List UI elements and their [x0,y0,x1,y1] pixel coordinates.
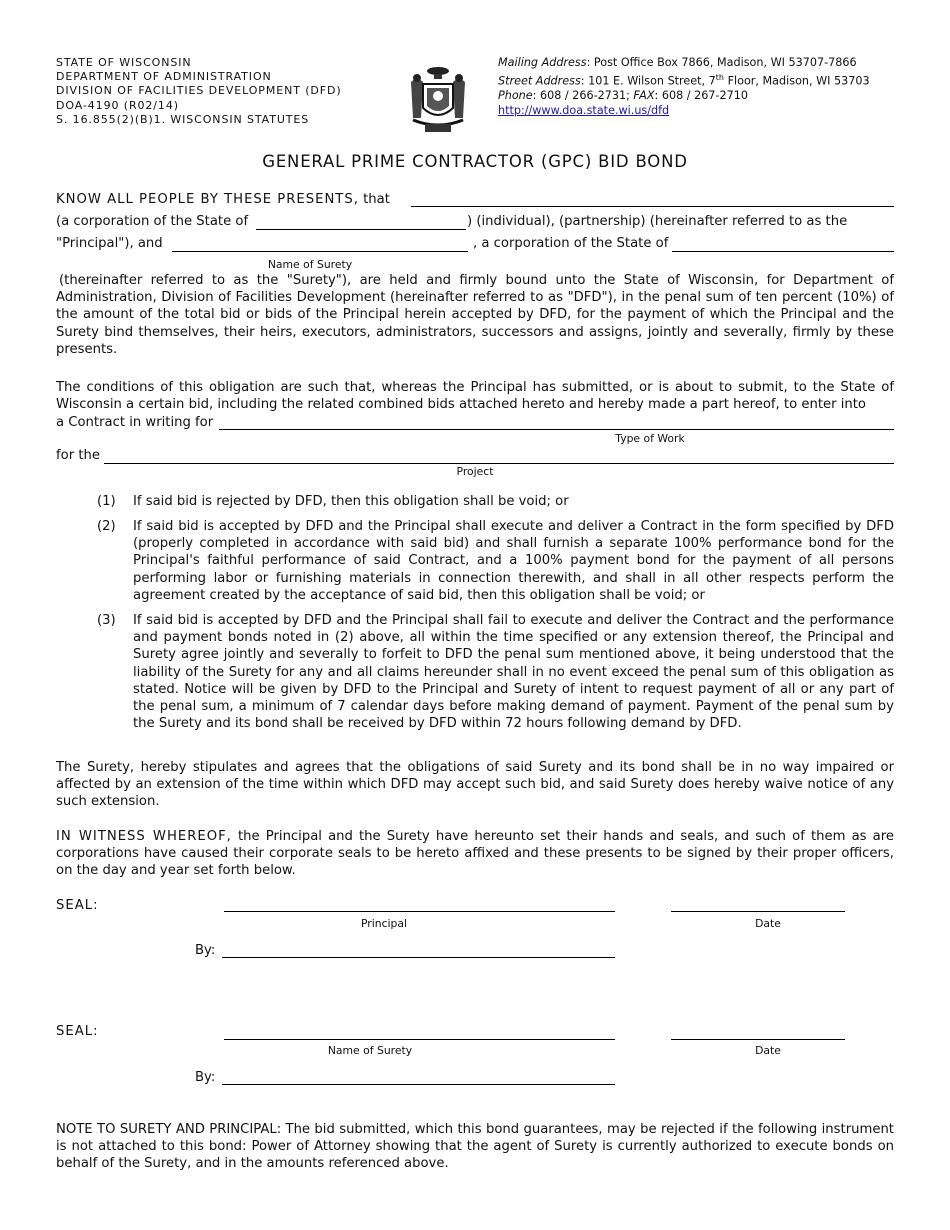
street-address: Street Address: 101 E. Wilson Street, 7th Floor, Madison, WI 53703 [498,72,870,88]
agency-header [56,56,342,127]
witness-paragraph: IN WITNESS WHEREOF, the Principal and the Surety have hereunto set their hands and seals, and such of them as are corporations have caused their corporate seals to be hereto affixed and these presents to be signed by their proper officers, on the day and year set forth below. [56,829,894,879]
principal-date-field[interactable] [671,911,845,912]
website-link[interactable]: http://www.doa.state.wi.us/dfd [498,104,670,118]
header-division: DIVISION OF FACILITIES DEVELOPMENT (DFD) [56,84,342,98]
know-all-label: KNOW ALL PEOPLE BY THESE PRESENTS, that [56,192,390,207]
name-of-surety-caption: Name of Surety [267,258,353,271]
surety-state-field[interactable] [672,251,894,252]
principal-caption: Principal [360,917,407,930]
surety-signature-field[interactable] [224,1039,615,1040]
contact-block [498,56,870,119]
surety-by-field[interactable] [222,1084,615,1085]
corp-of-state-label: (a corporation of the State of [56,214,249,229]
surety-caption: Name of Surety [327,1044,413,1057]
header-state: STATE OF WISCONSIN [56,56,192,69]
wisconsin-seal-icon [401,62,475,136]
principal-state-field[interactable] [256,229,466,230]
type-of-work-caption: Type of Work [615,432,685,445]
surety-name-field[interactable] [172,251,468,252]
principal-by-field[interactable] [222,957,615,958]
principal-date-caption: Date [755,917,781,930]
condition-1-number: (1) [97,494,116,509]
type-of-work-field[interactable] [219,429,894,430]
project-field[interactable] [104,463,894,464]
seal-label-surety: SEAL: [56,1024,99,1039]
surety-waiver-paragraph: The Surety, hereby stipulates and agrees that the obligations of said Surety and its bond shall be in no way impaired or affected by an extension of the time within which DFD may accept such bid, and said Surety does hereby waive notice of any such extension. [56,760,894,810]
condition-3-number: (3) [97,613,116,628]
by-label-surety: By: [195,1070,216,1085]
project-caption: Project [456,465,494,478]
principal-name-field[interactable] [411,206,894,207]
bond-paragraph: (thereinafter referred to as the "Surety"), are held and firmly bound unto the State of Wisconsin, for Department of Administration, Division of Facilities Development (hereinafter referred to as "DFD"), in the penal sum of ten percent (10%) of the amount of the total bid or bids of the Principal herein accepted by DFD, for the payment of which the Principal and the Surety bind themselves, their heirs, executors, administrators, successors and assigns, jointly and severally, firmly by these presents. [56,273,894,357]
principal-and-label: "Principal"), and [56,236,163,251]
header-form-number: DOA-4190 (R02/14) [56,98,179,112]
individual-partnership-label: ) (individual), (partnership) (hereinafter referred to as the [467,214,848,229]
seal-label-principal: SEAL: [56,898,99,913]
contract-writing-label: a Contract in writing for [56,415,214,430]
for-the-label: for the [56,448,100,463]
header-department: DEPARTMENT OF ADMINISTRATION [56,70,272,84]
surety-date-caption: Date [755,1044,781,1057]
condition-2-text: If said bid is accepted by DFD and the Principal shall execute and deliver a Contract in the form specified by DFD (properly completed in accordance with said bid) and shall furnish a separate 100% performance bond for the Principal's faithful performance of said Contract, and a 100% payment bond for the payment of all persons performing labor or furnishing materials in connection therewith, and shall in all other respects perform the agreement created by the acceptance of said bid, then this obligation shall be void; or [133,519,894,603]
phone-fax: Phone: 608 / 266-2731; FAX: 608 / 267-2710 [498,89,748,103]
corp-of-state-2-label: , a corporation of the State of [473,236,669,251]
surety-date-field[interactable] [671,1039,845,1040]
header-statute: S. 16.855(2)(B)1. WISCONSIN STATUTES [56,112,310,126]
note-paragraph: NOTE TO SURETY AND PRINCIPAL: The bid submitted, which this bond guarantees, may be rejected if the following instrument is not attached to this bond: Power of Attorney showing that the agent of Surety is currently authorized to execute bonds on behalf of the Surety, and in the amounts referenced above. [56,1122,894,1172]
principal-signature-field[interactable] [224,911,615,912]
condition-3-text: If said bid is accepted by DFD and the Principal shall fail to execute and deliver the Contract and the performance and payment bonds noted in (2) above, all within the time specified or any extension thereof, the Principal and Surety agree jointly and severally to forfeit to DFD the penal sum mentioned above, it being understood that the liability of the Surety for any and all claims hereunder shall in no event exceed the penal sum of this obligation as stated. Notice will be given by DFD to the Principal and Surety of intent to request payment of all or any part of the penal sum, a minimum of 7 calendar days before making demand of payment. Payment of the penal sum by the Surety and its bond shall be received by DFD within 72 hours following demand by DFD. [133,613,894,732]
by-label-principal: By: [195,943,216,958]
conditions-paragraph: The conditions of this obligation are such that, whereas the Principal has submitted, or is about to submit, to the State of Wisconsin a certain bid, including the related combined bids attached hereto and hereby made a part hereof, to enter into [56,380,894,413]
mailing-address: Mailing Address: Post Office Box 7866, Madison, WI 53707-7866 [498,56,857,69]
page-title: GENERAL PRIME CONTRACTOR (GPC) BID BOND [262,152,688,171]
condition-1-text: If said bid is rejected by DFD, then this obligation shall be void; or [133,494,569,509]
condition-2-number: (2) [97,519,116,534]
